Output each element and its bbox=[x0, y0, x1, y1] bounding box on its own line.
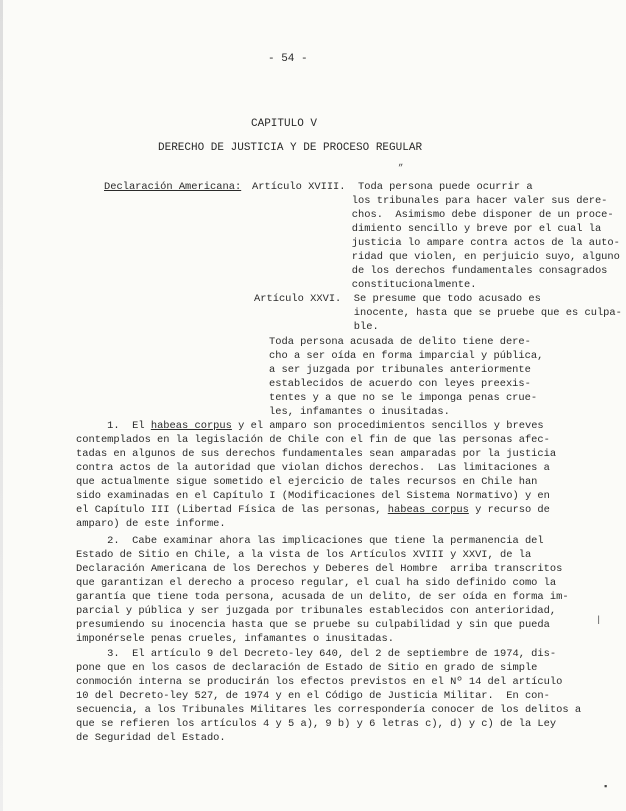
article-26-text: Artículo XXVI. Se presume que todo acusado es inocente, hasta que se pruebe que es culpa- ble. bbox=[254, 293, 622, 333]
corner-dot: ▪ bbox=[603, 782, 609, 792]
underlined-term: habeas corpus bbox=[150, 420, 232, 432]
article-26-continuation: Toda persona acusada de delito tiene dere- cho a ser oída en forma imparcial y pública, a ser juzgada por tribunales anteriormente establecidos de acuerdo con leyes preexis- tentes y a que no se le imponga penas crue- les, infamantes o inusitadas. bbox=[269, 336, 544, 418]
underlined-term: habeas corpus bbox=[387, 504, 469, 516]
page-number: - 54 - bbox=[268, 53, 308, 65]
stray-mark: „ bbox=[398, 158, 404, 168]
paragraph-1: 1. El habeas corpus y el amparo son procedimientos sencillos y breves contemplados en la legislación de Chile con el fin de que las personas afec- tadas en algunos de sus derechos fundamentales sean amparadas por la justicia contra actos de la autoridad que violan dichos derechos. Las limitaciones a que actualmente sigue sometido el ejercicio de tales recursos en Chile han sido examinadas en el Capítulo I (Modificaciones del Sistema Normativo) y en el Capítulo III (Libertad Física de las personas, habeas corpus y recurso de amparo) de este informe. bbox=[76, 420, 557, 530]
margin-bracket: | bbox=[596, 615, 602, 625]
paragraph-2: 2. Cabe examinar ahora las implicaciones que tiene la permanencia del Estado de Sitio en Chile, a la vista de los Artículos XVIII y XXVI, de la Declaración Americana de los Derechos y Deberes del Hombre arriba transcritos que garantizan el derecho a proceso regular, el cual ha sido definido como la garantía que tiene toda persona, acusada de un delito, de ser oída en forma im- parcial y pública y ser juzgada por tribunales establecidos con anterioridad, presumiendo su inocencia hasta que se pruebe su culpabilidad y sin que pueda imponérsele penas crueles, infamantes o inusitadas. bbox=[76, 535, 569, 645]
scan-edge bbox=[0, 0, 3, 811]
paragraph-3: 3. El artículo 9 del Decreto-ley 640, del 2 de septiembre de 1974, dis- pone que en los casos de declaración de Estado de Sitio en grado de simple conmoción interna se producirán los efectos previstos en el Nº 14 del artículo 10 del Decreto-ley 527, de 1974 y en el Código de Justicia Militar. En con- secuencia, a los Tribunales Militares les correspondería conocer de los delitos a que se refieren los artículos 4 y 5 a), 9 b) y 6 letras c), d) y c) de la Ley de Seguridad del Estado. bbox=[76, 648, 582, 744]
declaration-source-label: Declaración Americana: bbox=[104, 181, 242, 193]
chapter-heading: CAPITULO V bbox=[251, 118, 318, 130]
chapter-subtitle: DERECHO DE JUSTICIA Y DE PROCESO REGULAR bbox=[158, 142, 423, 154]
article-18-text: Artículo XVIII. Toda persona puede ocurrir a los tribunales para hacer valer sus dere- chos. Asimismo debe disponer de un proce- dimiento sencillo y breve por el cual la justicia lo ampare contra actos de la auto- ridad que violen, en perjuicio suyo, alguno de los derechos fundamentales consagrados constitucionalmente. bbox=[252, 181, 620, 291]
